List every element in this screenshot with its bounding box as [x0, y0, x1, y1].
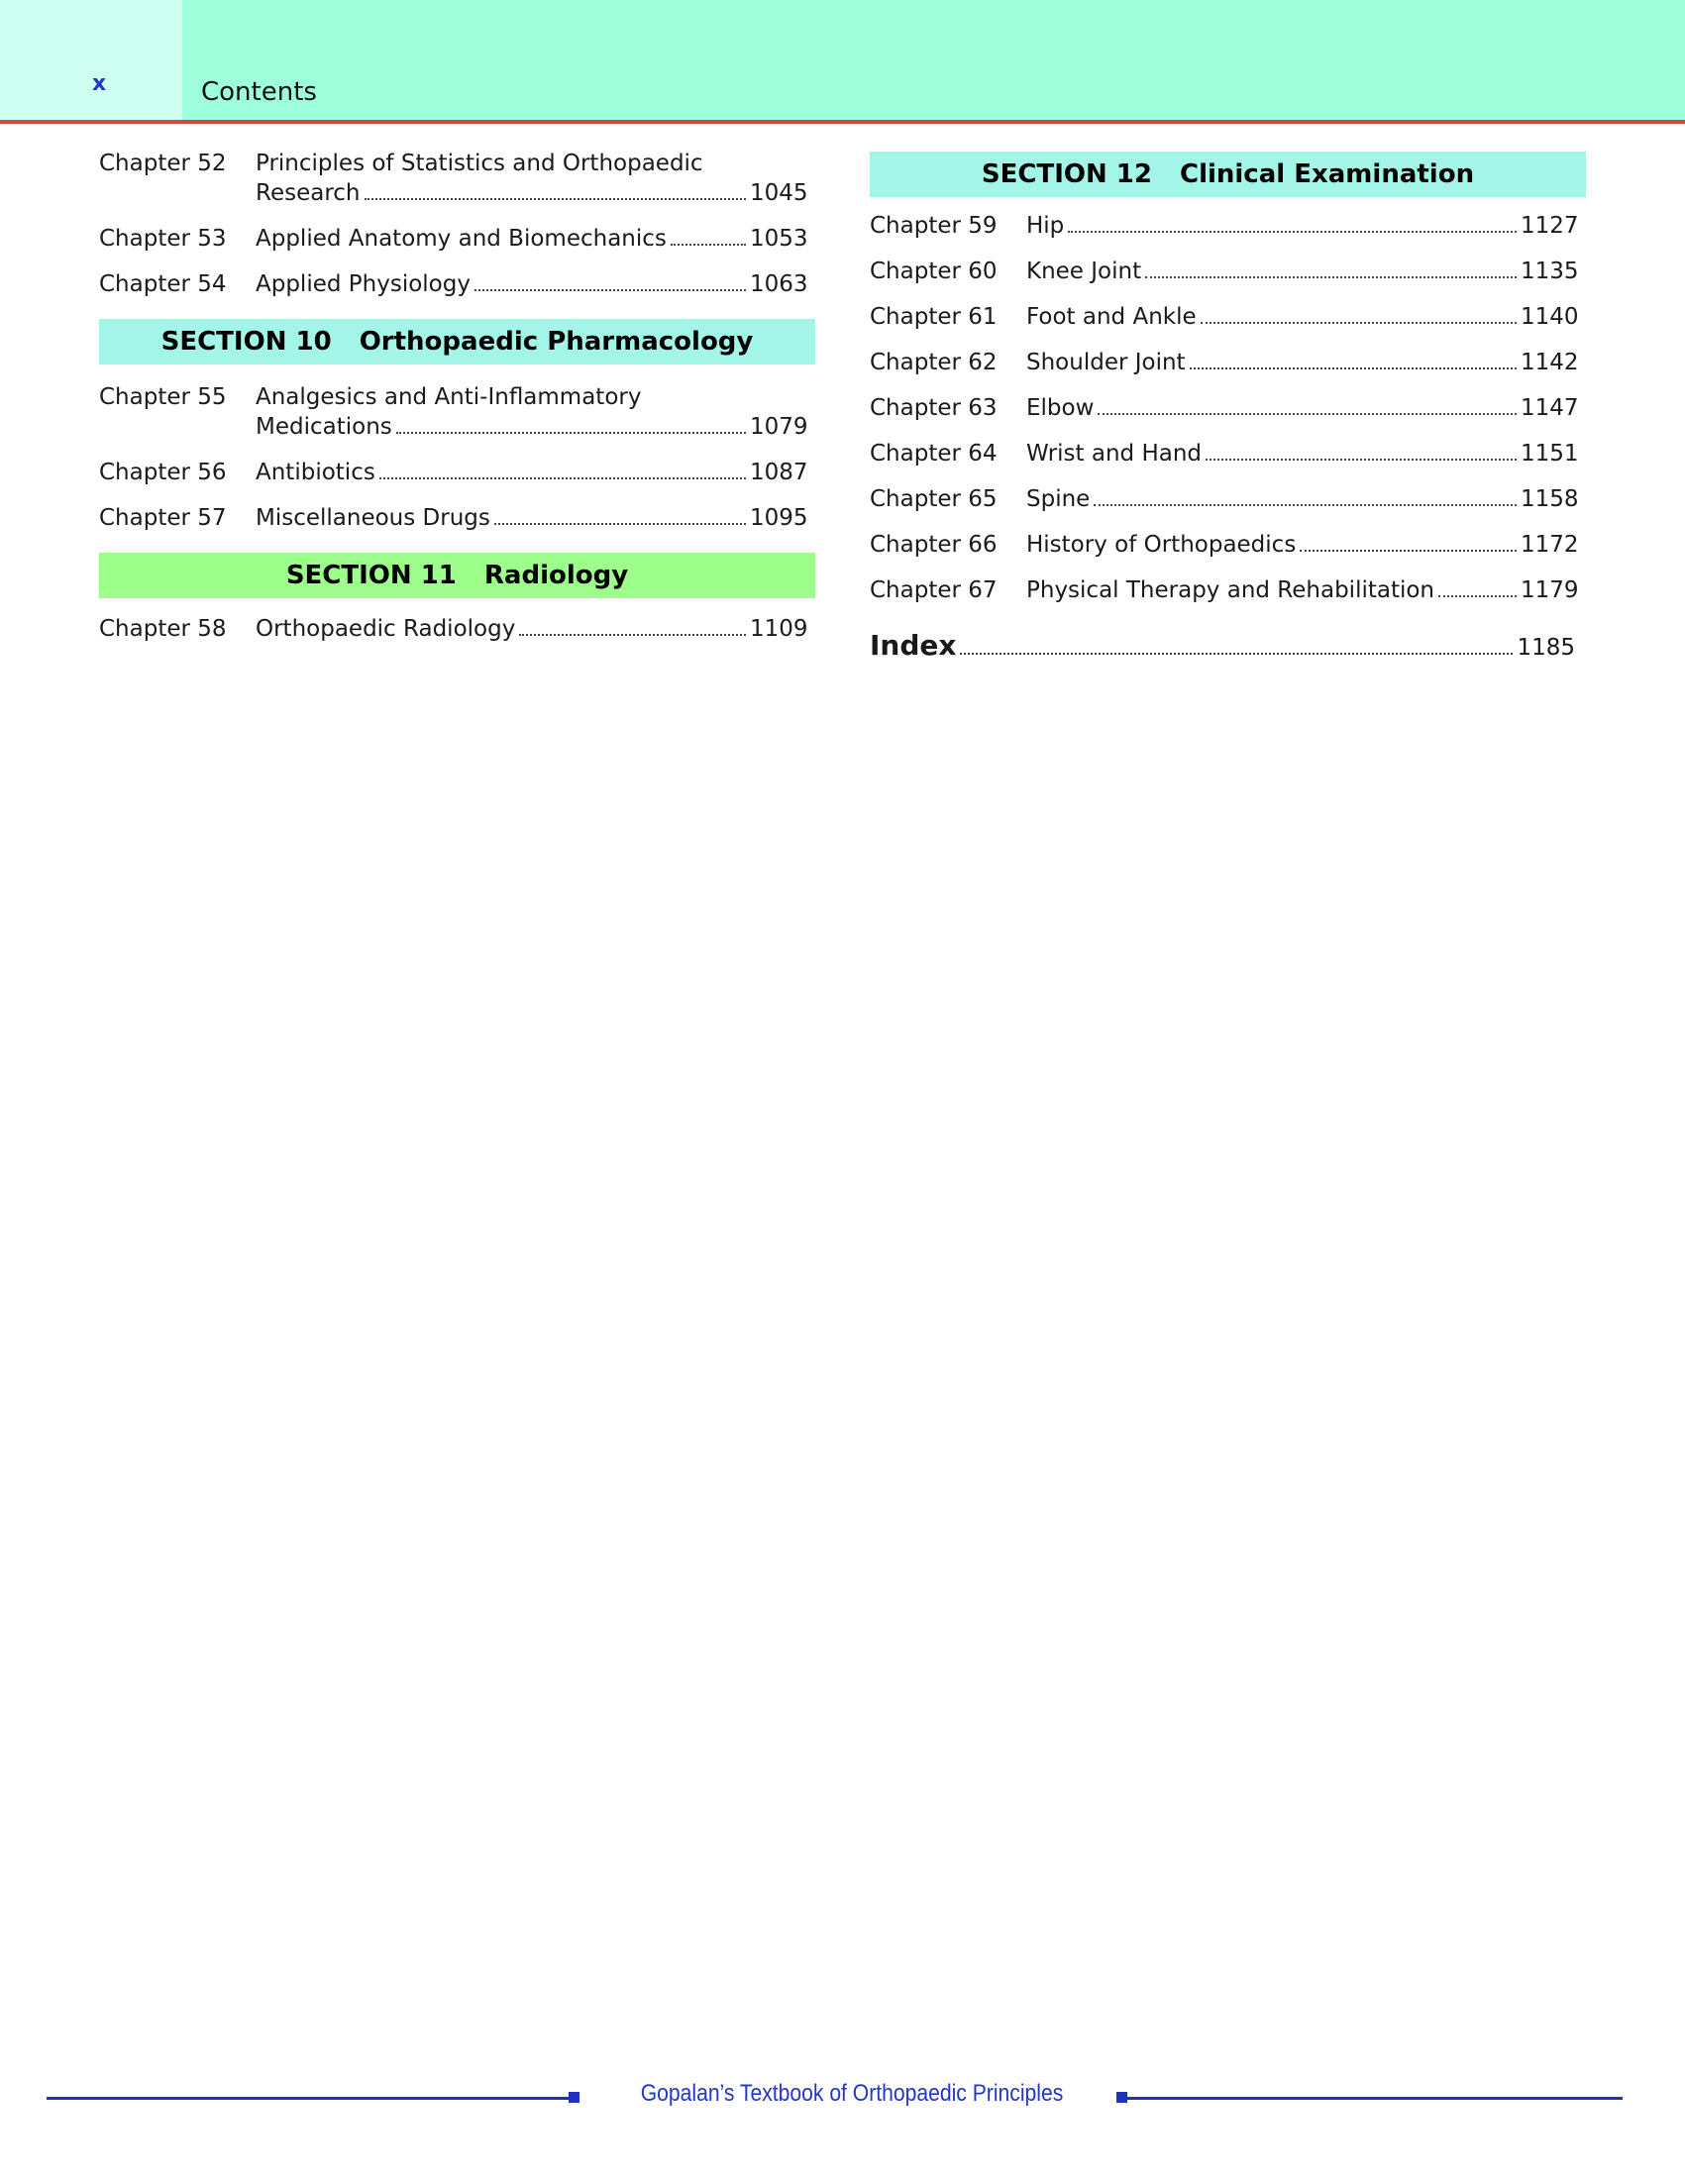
- chapter-title-line: [1026, 393, 1586, 423]
- chapter-title-block: [1026, 302, 1586, 332]
- chapter-number: Chapter 67: [870, 577, 998, 603]
- chapter-number: Chapter 65: [870, 486, 998, 512]
- contents-right-column: [870, 149, 1586, 662]
- chapter-title-block: [1026, 348, 1586, 377]
- leader-dots: [494, 523, 746, 525]
- chapter-title-line: [256, 224, 815, 254]
- chapter-title: Foot and Ankle: [1026, 304, 1197, 330]
- section-number: SECTION 11: [285, 561, 457, 590]
- leader-dots: [671, 244, 746, 246]
- leader-dots: [960, 653, 1513, 655]
- section-title: Orthopaedic Pharmacology: [359, 327, 754, 357]
- chapter-title: Wrist and Hand: [1026, 441, 1203, 467]
- contents-left-column: [99, 149, 815, 644]
- chapter-number: Chapter 60: [870, 259, 998, 284]
- section-10-banner: [99, 319, 815, 364]
- page-footer: [0, 2080, 1685, 2120]
- chapter-title-line: [256, 269, 815, 299]
- chapter-title-block: [1026, 393, 1586, 423]
- leader-dots: [1190, 367, 1517, 369]
- page-number: 1109: [750, 616, 808, 642]
- chapter-title-block: [1026, 257, 1586, 286]
- leader-dots: [1438, 595, 1517, 597]
- chapter-title: Hip: [1026, 213, 1065, 239]
- chapter-title-line: [1026, 530, 1586, 560]
- section-title: Radiology: [483, 561, 629, 590]
- header-rule: [0, 120, 1685, 124]
- toc-entry[interactable]: [870, 575, 1586, 605]
- chapter-title-line: [256, 382, 815, 412]
- page-header: [0, 0, 1685, 120]
- chapter-title: Medications: [256, 414, 392, 440]
- chapter-title: Analgesics and Anti-Inflammatory: [256, 384, 642, 410]
- page-number: 1179: [1521, 577, 1579, 603]
- leader-dots: [379, 477, 746, 479]
- chapter-title: Applied Anatomy and Biomechanics: [256, 226, 667, 252]
- chapter-title-line: [1026, 257, 1586, 286]
- toc-entry[interactable]: [870, 348, 1586, 377]
- chapter-title-block: [256, 269, 815, 299]
- chapter-title-line: [1026, 302, 1586, 332]
- chapter-title-line: [256, 614, 815, 644]
- chapter-list: [99, 382, 815, 533]
- chapter-title: Shoulder Joint: [1026, 350, 1186, 375]
- page-number: 1063: [750, 271, 808, 297]
- chapter-title-block: [256, 503, 815, 533]
- page-number: 1053: [750, 226, 808, 252]
- toc-entry[interactable]: [99, 269, 815, 299]
- chapter-title-block: [256, 382, 815, 442]
- page-number: 1079: [750, 414, 808, 440]
- page-number: 1140: [1521, 304, 1579, 330]
- toc-entry[interactable]: [870, 393, 1586, 423]
- leader-dots: [396, 432, 746, 434]
- toc-entry[interactable]: [99, 458, 815, 487]
- footer-book-title: Gopalan’s Textbook of Orthopaedic Principles: [640, 2080, 1064, 2107]
- footer-rule-left: [47, 2097, 572, 2100]
- chapter-title: Spine: [1026, 486, 1091, 512]
- footer-rule-right: [1119, 2097, 1623, 2100]
- chapter-title: Antibiotics: [256, 460, 375, 485]
- footer-square-left: [569, 2092, 579, 2103]
- toc-entry[interactable]: [870, 530, 1586, 560]
- section-12-banner: [870, 152, 1586, 197]
- leader-dots: [1068, 231, 1517, 233]
- chapter-number: Chapter 53: [99, 226, 227, 252]
- toc-entry[interactable]: [870, 484, 1586, 514]
- page-number: 1172: [1521, 532, 1579, 558]
- chapter-number: Chapter 52: [99, 151, 227, 176]
- chapter-title: Applied Physiology: [256, 271, 471, 297]
- page-number: x: [92, 71, 107, 96]
- leader-dots: [474, 289, 746, 291]
- chapter-title: History of Orthopaedics: [1026, 532, 1297, 558]
- chapter-title: Miscellaneous Drugs: [256, 505, 490, 531]
- chapter-title-block: [1026, 211, 1586, 241]
- chapter-title-line: [1026, 484, 1586, 514]
- chapter-number: Chapter 54: [99, 271, 227, 297]
- chapter-title-block: [256, 614, 815, 644]
- chapter-title: Knee Joint: [1026, 259, 1142, 284]
- section-number: SECTION 12: [981, 159, 1152, 189]
- chapter-title-block: [1026, 439, 1586, 468]
- page-number: 1158: [1521, 486, 1579, 512]
- chapter-number: Chapter 55: [99, 384, 227, 410]
- section-number: SECTION 10: [160, 327, 332, 357]
- toc-entry[interactable]: [870, 302, 1586, 332]
- leader-dots: [519, 634, 746, 636]
- chapter-number: Chapter 66: [870, 532, 998, 558]
- index-label: Index: [870, 629, 957, 662]
- chapter-title-line: [256, 458, 815, 487]
- page-number: 1135: [1521, 259, 1579, 284]
- chapter-title-block: [1026, 575, 1586, 605]
- page-number: 1147: [1521, 395, 1579, 421]
- chapter-title-line: [1026, 348, 1586, 377]
- chapter-title-block: [256, 149, 815, 208]
- page-number: 1127: [1521, 213, 1579, 239]
- toc-entry[interactable]: [99, 503, 815, 533]
- leader-dots: [1094, 504, 1517, 506]
- page-number: 1151: [1521, 441, 1579, 467]
- page-number-tab: [0, 0, 182, 120]
- leader-dots: [1201, 322, 1517, 324]
- chapter-number: Chapter 62: [870, 350, 998, 375]
- chapter-number: Chapter 63: [870, 395, 998, 421]
- chapter-number: Chapter 64: [870, 441, 998, 467]
- chapter-number: Chapter 61: [870, 304, 998, 330]
- leader-dots: [365, 198, 747, 200]
- chapter-title-block: [256, 224, 815, 254]
- page-number: 1045: [750, 180, 808, 206]
- chapter-title: Physical Therapy and Rehabilitation: [1026, 577, 1435, 603]
- chapter-title: Elbow: [1026, 395, 1095, 421]
- leader-dots: [1098, 413, 1517, 415]
- chapter-number: Chapter 59: [870, 213, 998, 239]
- page-number: 1087: [750, 460, 808, 485]
- chapter-title-block: [1026, 484, 1586, 514]
- chapter-title-block: [256, 458, 815, 487]
- chapter-title-line: [1026, 439, 1586, 468]
- chapter-number: Chapter 57: [99, 505, 227, 531]
- toc-entry[interactable]: [870, 211, 1586, 241]
- chapter-title-line: [256, 412, 815, 442]
- chapter-title: Principles of Statistics and Orthopaedic: [256, 151, 703, 176]
- header-title: Contents: [201, 77, 317, 107]
- chapter-title: Research: [256, 180, 361, 206]
- chapter-title-block: [1026, 530, 1586, 560]
- section-title: Clinical Examination: [1179, 159, 1475, 189]
- leader-dots: [1300, 550, 1517, 552]
- toc-entry[interactable]: [99, 614, 815, 644]
- chapter-title-line: [1026, 211, 1586, 241]
- chapter-title-line: [256, 178, 815, 208]
- toc-entry[interactable]: [870, 439, 1586, 468]
- chapter-number: Chapter 56: [99, 460, 227, 485]
- index-page: 1185: [1517, 635, 1575, 661]
- chapter-list: [870, 211, 1586, 605]
- chapter-title: Orthopaedic Radiology: [256, 616, 516, 642]
- index-entry[interactable]: [870, 629, 1575, 662]
- toc-entry[interactable]: [99, 149, 815, 208]
- chapter-title-line: [256, 149, 815, 178]
- chapter-title-line: [1026, 575, 1586, 605]
- chapter-list: [99, 149, 815, 299]
- chapter-list: [99, 614, 815, 644]
- toc-entry[interactable]: [99, 224, 815, 254]
- leader-dots: [1206, 459, 1517, 461]
- leader-dots: [1145, 276, 1517, 278]
- chapter-number: Chapter 58: [99, 616, 227, 642]
- toc-entry[interactable]: [870, 257, 1586, 286]
- section-11-banner: [99, 553, 815, 598]
- chapter-title-line: [256, 503, 815, 533]
- page-number: 1095: [750, 505, 808, 531]
- toc-entry[interactable]: [99, 382, 815, 442]
- page-number: 1142: [1521, 350, 1579, 375]
